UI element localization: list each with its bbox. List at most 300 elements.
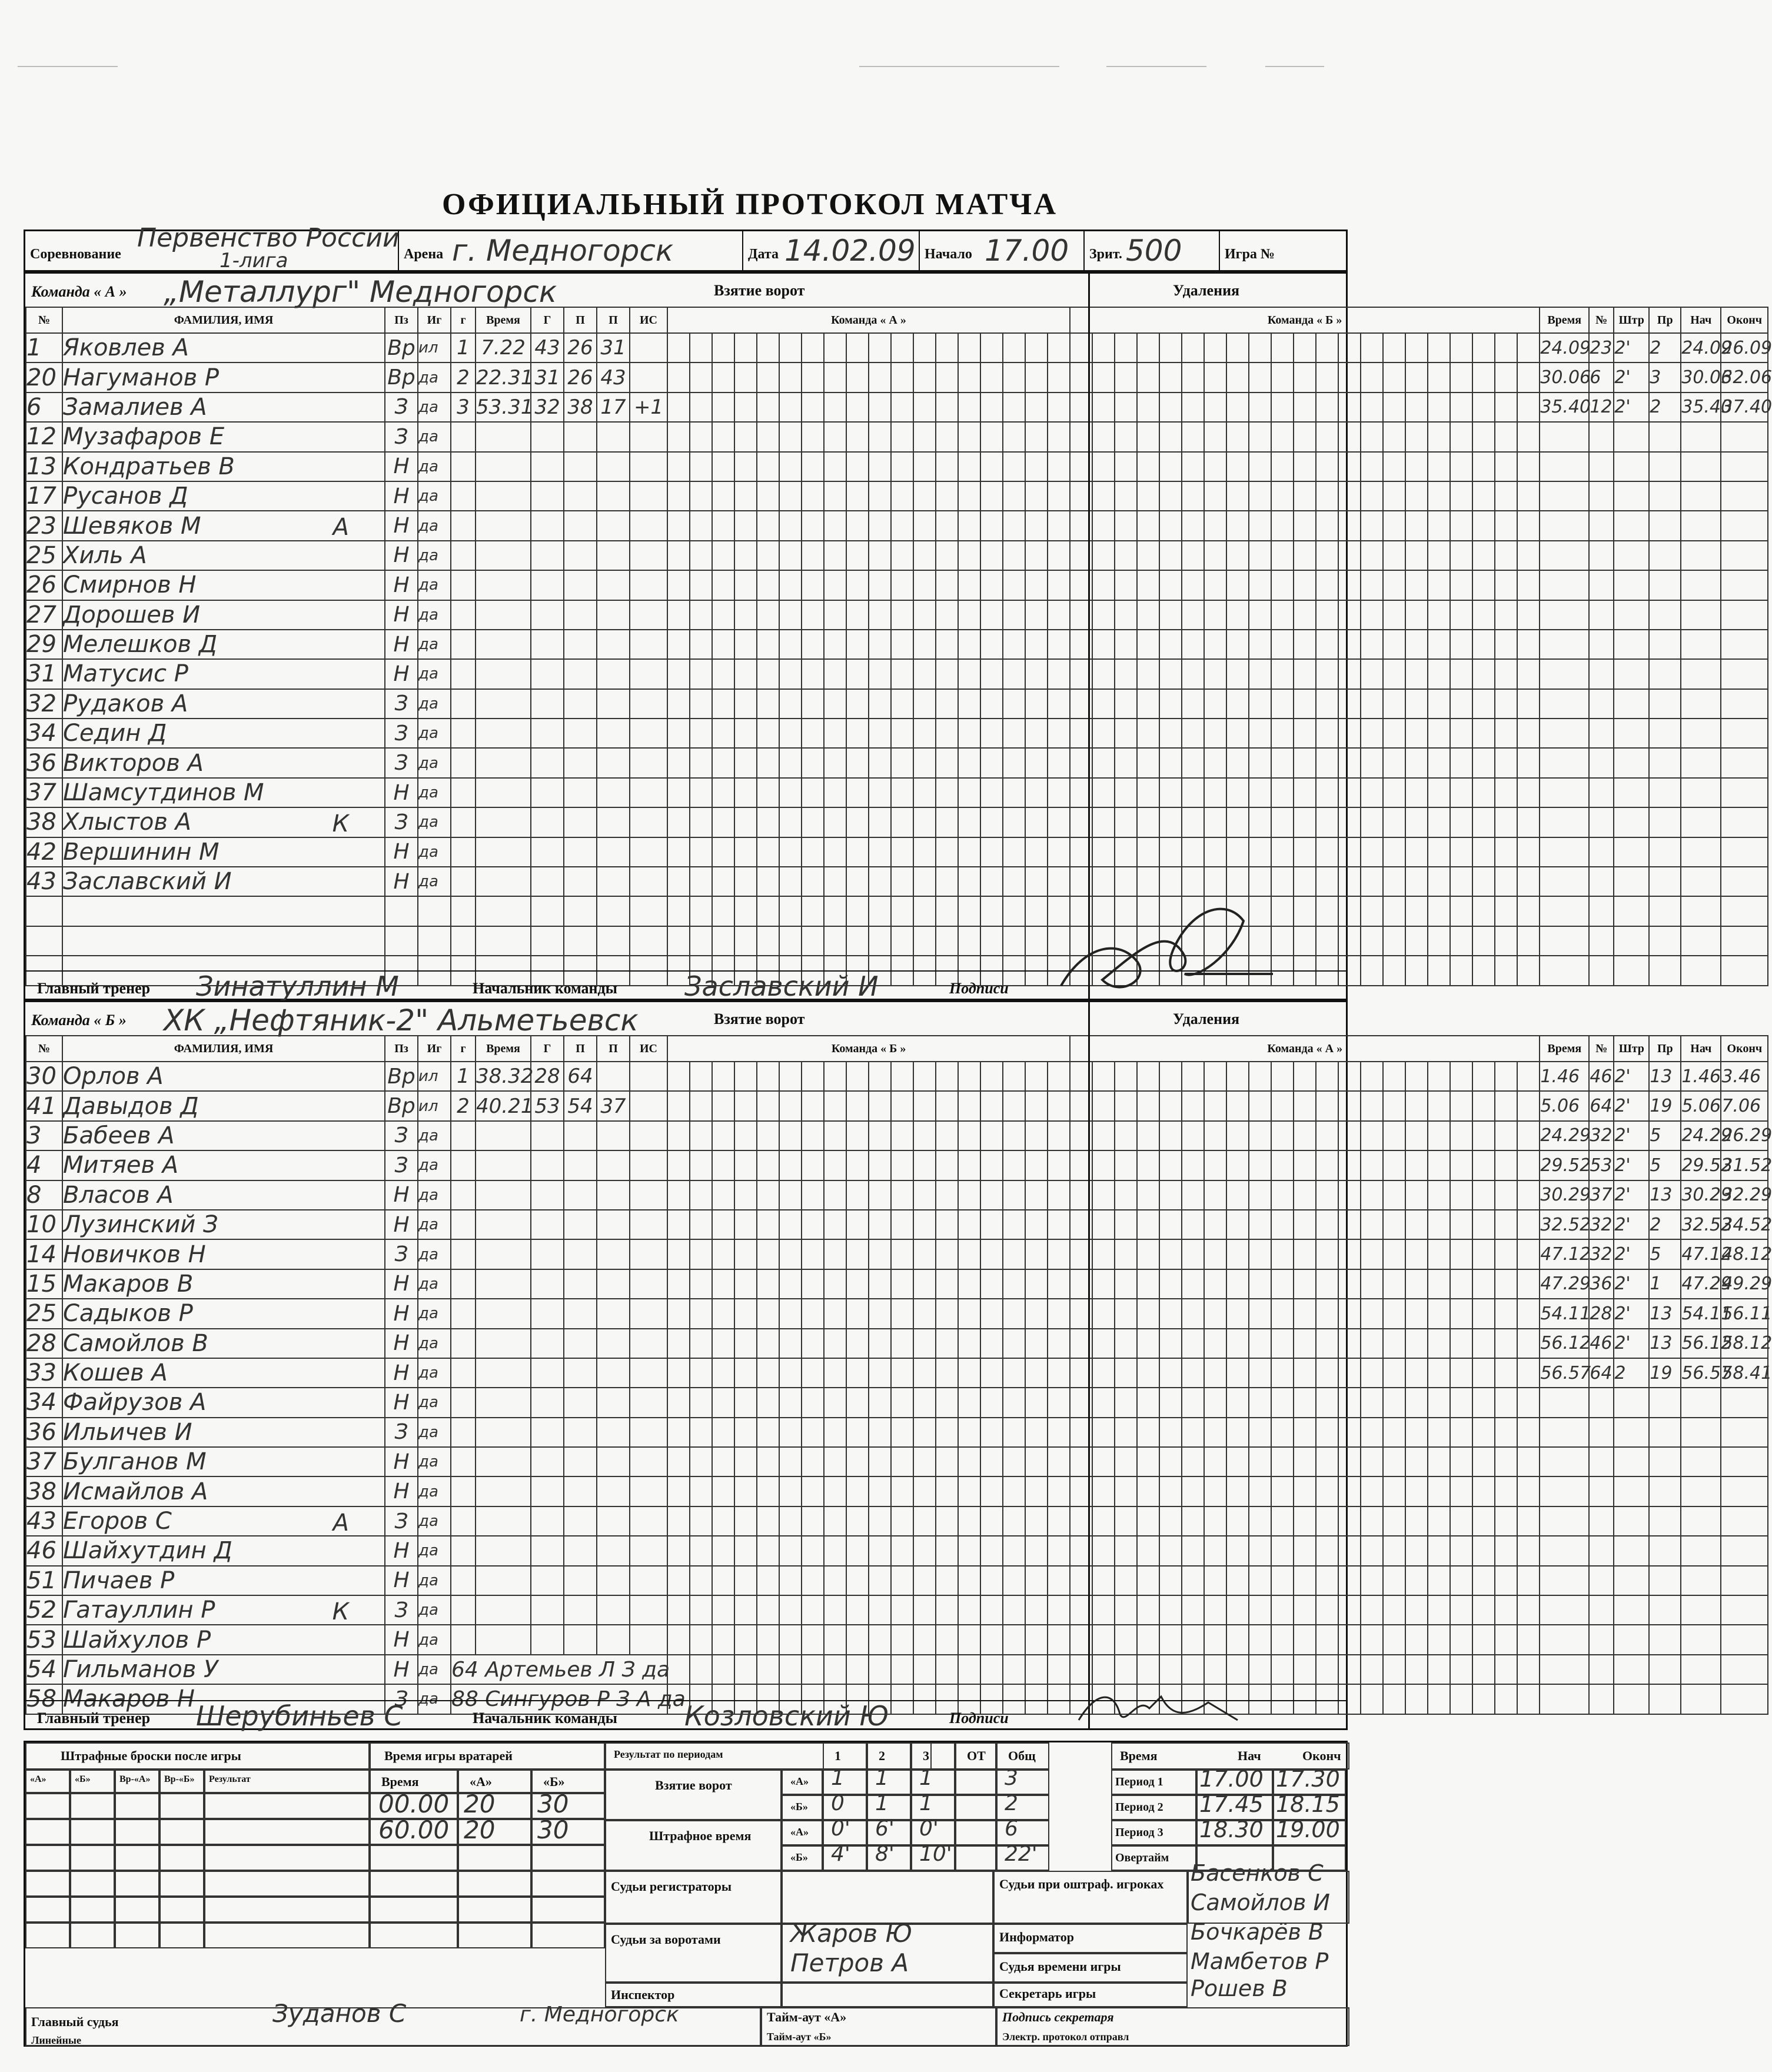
team_a-goal-number bbox=[451, 630, 476, 659]
team_b-goal-grid-cell bbox=[913, 1536, 936, 1565]
team_b-goal-grid-cell bbox=[667, 1121, 690, 1150]
team_b-goal-grid-cell bbox=[779, 1062, 802, 1091]
team_b-goal-grid-cell bbox=[913, 1121, 936, 1150]
team_b-goal-grid-cell bbox=[1383, 1536, 1405, 1565]
period-start: 17.00 bbox=[1199, 1766, 1264, 1792]
team_a-goal-grid-cell bbox=[1003, 511, 1025, 540]
team_b-goal-grid-cell bbox=[1450, 1210, 1472, 1239]
team_b-goal-grid-cell bbox=[980, 1655, 1003, 1684]
team_b-goal-grid-cell bbox=[1517, 1210, 1540, 1239]
team_a-goal-grid-cell bbox=[869, 807, 891, 837]
team_a-goal-grid-cell bbox=[779, 926, 802, 956]
team_a-goal-scorer bbox=[531, 867, 564, 896]
team_b-penalty-start bbox=[1681, 1625, 1721, 1654]
team_b-goal-grid-cell bbox=[757, 1418, 779, 1447]
team_a-table-row bbox=[26, 333, 1768, 362]
team_a-goal-grid-cell bbox=[802, 393, 824, 422]
team_a-col-ig: Иг bbox=[418, 307, 451, 333]
period-value-cell bbox=[955, 1770, 996, 1795]
team_a-goal-grid-cell bbox=[891, 570, 913, 600]
goal-judge-1: Жаров Ю bbox=[790, 1919, 912, 1948]
team_b-player-name: Гильманов У bbox=[62, 1655, 385, 1684]
team_b-player-played: да bbox=[418, 1506, 451, 1536]
team_a-col-team-first: Команда « А » bbox=[667, 307, 1070, 333]
team_b-col-assist1: П bbox=[564, 1036, 597, 1062]
team_a-player-number: 23 bbox=[26, 511, 62, 540]
team_a-penalty-num bbox=[1589, 926, 1614, 956]
team_a-goal-number bbox=[451, 541, 476, 570]
team_a-goal-grid-cell bbox=[1361, 570, 1383, 600]
team_a-goal-grid-cell bbox=[690, 837, 712, 867]
team_b-goal-grid-cell bbox=[1428, 1566, 1450, 1595]
team_b-goal-grid-cell bbox=[824, 1210, 846, 1239]
team_b-goal-grid-cell bbox=[846, 1447, 869, 1476]
team_b-penalty-start bbox=[1681, 1388, 1721, 1417]
team_b-goal-grid-cell bbox=[1361, 1329, 1383, 1358]
team_b-goal-grid-cell bbox=[1472, 1566, 1495, 1595]
team_a-goal-time bbox=[476, 807, 531, 837]
team_b-penalty-end: 32.29 bbox=[1721, 1180, 1768, 1210]
team_b-goal-scorer bbox=[531, 1239, 564, 1269]
team_a-goal-grid-cell bbox=[802, 837, 824, 867]
gk-cell bbox=[370, 1923, 458, 1948]
team_a-goal-grid-cell bbox=[1472, 926, 1495, 956]
team_a-goal-grid-cell bbox=[1025, 570, 1048, 600]
team_b-goal-grid-cell bbox=[1294, 1388, 1316, 1417]
team_b-goal-grid-cell bbox=[667, 1210, 690, 1239]
team_b-goal-grid-cell bbox=[958, 1121, 980, 1150]
team_b-player-played: да bbox=[418, 1180, 451, 1210]
team_b-goal-grid-cell bbox=[1159, 1269, 1182, 1299]
team_b-penalty-end bbox=[1721, 1625, 1768, 1654]
team_b-goal-grid-cell bbox=[1294, 1506, 1316, 1536]
team_b-goal-grid-cell bbox=[1517, 1625, 1540, 1654]
team_b-goal-grid-cell bbox=[779, 1091, 802, 1120]
team_b-goal-time bbox=[476, 1595, 531, 1625]
team_b-player-name: Садыков Р bbox=[62, 1299, 385, 1328]
team_b-goal-grid-cell bbox=[1271, 1447, 1294, 1476]
team_b-goal-grid-cell bbox=[1383, 1566, 1405, 1595]
team_b-goal-grid-cell bbox=[846, 1476, 869, 1506]
team_a-player-number: 43 bbox=[26, 867, 62, 896]
team_b-goal-grid-cell bbox=[1025, 1655, 1048, 1684]
team_b-goal-grid-cell bbox=[936, 1476, 958, 1506]
team_a-goal-grid-cell bbox=[1294, 333, 1316, 362]
team_b-goal-grid-cell bbox=[1517, 1121, 1540, 1150]
team_a-goal-assist1 bbox=[564, 896, 597, 926]
team_a-goal-grid-cell bbox=[734, 659, 757, 689]
team_a-goal-grid-cell bbox=[1137, 837, 1159, 867]
top-rule bbox=[18, 66, 118, 67]
team_a-goal-grid-cell bbox=[1025, 541, 1048, 570]
team_a-penalty-end bbox=[1721, 807, 1768, 837]
team_a-goal-grid-cell bbox=[1226, 748, 1249, 777]
team_b-goal-grid-cell bbox=[1405, 1447, 1428, 1476]
team_b-goal-grid-cell bbox=[1383, 1210, 1405, 1239]
team_b-goal-grid-cell bbox=[1472, 1329, 1495, 1358]
period-end: 18.15 bbox=[1276, 1791, 1340, 1817]
team_b-player-name: Макаров В bbox=[62, 1269, 385, 1299]
team_a-table-row bbox=[26, 541, 1768, 570]
team_a-goal-grid-cell bbox=[1048, 511, 1070, 540]
team_b-goal-grid-cell bbox=[958, 1329, 980, 1358]
team_b-goal-grid-cell bbox=[779, 1655, 802, 1684]
team_b-goal-grid-cell bbox=[1517, 1180, 1540, 1210]
periods-label: Результат по периодам bbox=[614, 1748, 723, 1760]
team_b-goal-grid-cell bbox=[667, 1595, 690, 1625]
protocol-sent-label: Электр. протокол отправл bbox=[1002, 2031, 1129, 2043]
team_b-goal-number bbox=[451, 1536, 476, 1565]
team_a-goal-grid-cell bbox=[936, 422, 958, 451]
game-number-field bbox=[1220, 231, 1346, 270]
team_b-goal-grid-cell bbox=[846, 1536, 869, 1565]
team_a-goal-grid-cell bbox=[1271, 807, 1294, 837]
team_a-goal-grid-cell bbox=[690, 689, 712, 719]
team_b-goal-grid-cell bbox=[734, 1329, 757, 1358]
team_b-goal-grid-cell bbox=[1182, 1655, 1204, 1684]
team_a-penalty-num bbox=[1589, 600, 1614, 630]
team_b-goal-situation bbox=[630, 1121, 667, 1150]
team_a-goal-grid-cell bbox=[1495, 630, 1517, 659]
team_b-goal-grid-cell bbox=[1182, 1595, 1204, 1625]
team_b-goal-time: 40.21 bbox=[476, 1091, 531, 1120]
team_a-goal-grid-cell bbox=[824, 511, 846, 540]
team_a-goal-grid-cell bbox=[1271, 511, 1294, 540]
team_b-goal-grid-cell bbox=[1450, 1506, 1472, 1536]
team_a-goal-grid-cell bbox=[891, 362, 913, 392]
team_a-goal-grid-cell bbox=[734, 837, 757, 867]
team_b-goal-grid-cell bbox=[1003, 1566, 1025, 1595]
secretary-value: Рошев В bbox=[1191, 1975, 1288, 2001]
team_b-goal-grid-cell bbox=[690, 1269, 712, 1299]
team_a-goal-grid-cell bbox=[734, 570, 757, 600]
team_a-penalty-start: 24.09 bbox=[1681, 333, 1721, 362]
team_b-goal-grid-cell bbox=[1383, 1625, 1405, 1654]
team_a-goal-grid-cell bbox=[1003, 719, 1025, 748]
team_b-penalty-num: 46 bbox=[1589, 1329, 1614, 1358]
team_a-goal-grid-cell bbox=[913, 659, 936, 689]
team_b-penalty-time bbox=[1540, 1506, 1589, 1536]
team_a-table-row bbox=[26, 481, 1768, 511]
team_b-penalty-num: 32 bbox=[1589, 1210, 1614, 1239]
team_b-goal-grid-cell bbox=[1092, 1329, 1115, 1358]
team_b-goal-grid-cell bbox=[1472, 1536, 1495, 1565]
team_b-goal-scorer bbox=[531, 1476, 564, 1506]
team_a-goal-grid-cell bbox=[913, 362, 936, 392]
timekeeper-value: Мамбетов Р bbox=[1191, 1948, 1329, 1974]
team_b-goal-grid-cell bbox=[891, 1655, 913, 1684]
team_b-goal-grid-cell bbox=[1249, 1358, 1271, 1388]
team_b-player-played: да bbox=[418, 1358, 451, 1388]
team_a-goal-grid-cell bbox=[1383, 926, 1405, 956]
team_b-goal-grid-cell bbox=[1450, 1447, 1472, 1476]
team_b-goal-situation bbox=[630, 1269, 667, 1299]
gk-a: 20 bbox=[464, 1790, 496, 1818]
team_b-goal-grid-cell bbox=[869, 1476, 891, 1506]
team_a-goal-grid-cell bbox=[1226, 630, 1249, 659]
team_a-goal-grid-cell bbox=[1428, 659, 1450, 689]
team_b-goal-grid-cell bbox=[891, 1506, 913, 1536]
team_a-goal-time bbox=[476, 719, 531, 748]
team_b-goal-assist2 bbox=[597, 1566, 630, 1595]
team_a-goal-grid-cell bbox=[734, 896, 757, 926]
team_b-goal-grid-cell bbox=[734, 1418, 757, 1447]
team_a-col-pen-pr: Пр bbox=[1649, 307, 1681, 333]
team_b-penalty-pr: 5 bbox=[1649, 1150, 1681, 1180]
team_a-goal-grid-cell bbox=[690, 452, 712, 481]
team_a-goal-grid-cell bbox=[980, 333, 1003, 362]
team_a-goal-grid-cell bbox=[757, 452, 779, 481]
team_a-penalty-time bbox=[1540, 778, 1589, 807]
team_a-goal-grid-cell bbox=[846, 511, 869, 540]
team_a-goal-grid-cell bbox=[1182, 541, 1204, 570]
team_a-player-played: да bbox=[418, 481, 451, 511]
team_a-goal-assist1 bbox=[564, 511, 597, 540]
gk-cell bbox=[370, 1871, 458, 1897]
team_b-goal-grid-cell bbox=[1003, 1299, 1025, 1328]
team_a-goal-time bbox=[476, 541, 531, 570]
team_a-goal-grid-cell bbox=[1137, 659, 1159, 689]
team_b-penalty-start: 5.06 bbox=[1681, 1091, 1721, 1120]
team_a-goal-grid-cell bbox=[779, 422, 802, 451]
team_b-goal-grid-cell bbox=[1472, 1476, 1495, 1506]
team_a-player-played: да bbox=[418, 689, 451, 719]
team_b-goal-grid-cell bbox=[1159, 1536, 1182, 1565]
team_a-goal-grid-cell bbox=[958, 481, 980, 511]
team_b-penalty-time: 32.52 bbox=[1540, 1210, 1589, 1239]
team_a-goal-grid-cell bbox=[1294, 807, 1316, 837]
team_a-goal-grid-cell bbox=[779, 659, 802, 689]
team_a-player-position bbox=[385, 926, 418, 956]
team_a-goal-grid-cell bbox=[980, 422, 1003, 451]
team_b-goal-grid-cell bbox=[958, 1506, 980, 1536]
team_b-player-name: Самойлов В bbox=[62, 1329, 385, 1358]
team_a-goal-assist1: 38 bbox=[564, 393, 597, 422]
team_b-goal-grid-cell bbox=[1226, 1329, 1249, 1358]
chief-ref-city: г. Медногорск bbox=[520, 2003, 679, 2027]
team_b-goal-grid-cell bbox=[958, 1239, 980, 1269]
team_a-penalty-time bbox=[1540, 867, 1589, 896]
team_b-goal-grid-cell bbox=[712, 1358, 734, 1388]
team_b-penalty-sht bbox=[1614, 1506, 1649, 1536]
team_b-goal-grid-cell bbox=[958, 1476, 980, 1506]
team_b-penalty-start: 30.29 bbox=[1681, 1180, 1721, 1210]
team_b-goal-grid-cell bbox=[802, 1566, 824, 1595]
gk-cell bbox=[458, 1923, 531, 1948]
team_b-goal-grid-cell bbox=[1271, 1418, 1294, 1447]
team_b-player-played: да bbox=[418, 1684, 451, 1714]
team_a-goal-grid-cell bbox=[980, 867, 1003, 896]
team_a-goal-grid-cell bbox=[779, 541, 802, 570]
team_b-goal-assist1 bbox=[564, 1388, 597, 1417]
team_a-goal-grid-cell bbox=[980, 630, 1003, 659]
team_a-goal-grid-cell bbox=[1450, 867, 1472, 896]
team_b-goal-grid-cell bbox=[958, 1595, 980, 1625]
team_a-goal-grid-cell bbox=[1383, 896, 1405, 926]
team_b-goal-grid-cell bbox=[1226, 1269, 1249, 1299]
team_a-player-played: ил bbox=[418, 333, 451, 362]
team_a-header-row bbox=[26, 307, 1768, 333]
team_a-goal-grid-cell bbox=[1092, 333, 1115, 362]
team-a-manager-value: Заславский И bbox=[684, 970, 879, 1002]
team_a-goal-grid-cell bbox=[1338, 778, 1361, 807]
team_a-goal-grid-cell bbox=[846, 867, 869, 896]
team_a-goal-assist1 bbox=[564, 452, 597, 481]
team_b-goal-grid-cell bbox=[1383, 1062, 1405, 1091]
team_b-player-position: З bbox=[385, 1121, 418, 1150]
team_b-goal-grid-cell bbox=[1495, 1062, 1517, 1091]
team_a-goal-grid-cell bbox=[712, 333, 734, 362]
team_b-player-position: Н bbox=[385, 1447, 418, 1476]
team_a-goal-time: 53.31 bbox=[476, 393, 531, 422]
team_a-goal-grid-cell bbox=[667, 926, 690, 956]
team_a-goal-grid-cell bbox=[667, 778, 690, 807]
team_b-goal-grid-cell bbox=[1159, 1476, 1182, 1506]
team_a-goal-grid-cell bbox=[1428, 541, 1450, 570]
team_b-goal-grid-cell bbox=[734, 1299, 757, 1328]
team_a-goal-grid-cell bbox=[1316, 837, 1338, 867]
team_a-goal-assist2 bbox=[597, 570, 630, 600]
team_b-goal-time bbox=[476, 1388, 531, 1417]
timekeeper-label: Судья времени игры bbox=[999, 1959, 1121, 1974]
team_a-goal-grid-cell bbox=[1383, 837, 1405, 867]
team_a-goal-time bbox=[476, 570, 531, 600]
team_b-penalty-end: 49.29 bbox=[1721, 1269, 1768, 1299]
team_b-goal-grid-cell bbox=[1226, 1595, 1249, 1625]
team_b-goal-grid-cell bbox=[757, 1329, 779, 1358]
team_b-goal-grid-cell bbox=[757, 1121, 779, 1150]
team_a-goal-grid-cell bbox=[1115, 659, 1137, 689]
team_a-goal-grid-cell bbox=[1450, 719, 1472, 748]
team_a-player-played bbox=[418, 896, 451, 926]
team_a-goal-grid-cell bbox=[1159, 837, 1182, 867]
team_b-goal-grid-cell bbox=[1182, 1388, 1204, 1417]
team_b-goal-grid-cell bbox=[913, 1625, 936, 1654]
team_b-goal-grid-cell bbox=[1495, 1299, 1517, 1328]
team_a-goal-grid-cell bbox=[1450, 659, 1472, 689]
team_a-goal-grid-cell bbox=[690, 481, 712, 511]
team_a-goal-grid-cell bbox=[869, 570, 891, 600]
team_b-goal-grid-cell bbox=[824, 1595, 846, 1625]
team_b-goal-grid-cell bbox=[1405, 1566, 1428, 1595]
team_b-goal-grid-cell bbox=[734, 1180, 757, 1210]
team_b-goal-grid-cell bbox=[1182, 1329, 1204, 1358]
team_b-goal-grid-cell bbox=[1115, 1388, 1137, 1417]
team_a-goal-number bbox=[451, 719, 476, 748]
team_a-goal-grid-cell bbox=[712, 778, 734, 807]
team_b-goal-grid-cell bbox=[980, 1121, 1003, 1150]
team_b-goal-grid-cell bbox=[1383, 1239, 1405, 1269]
team_a-goal-situation bbox=[630, 362, 667, 392]
team_a-penalty-num bbox=[1589, 748, 1614, 777]
team_a-goal-assist2 bbox=[597, 778, 630, 807]
competition-label: Соревнование bbox=[30, 247, 121, 262]
team_b-penalty-start bbox=[1681, 1684, 1721, 1714]
team_a-goal-grid-cell bbox=[667, 422, 690, 451]
team_b-table-row bbox=[26, 1299, 1768, 1328]
team_a-goal-grid-cell bbox=[1383, 719, 1405, 748]
team_a-table-row bbox=[26, 807, 1768, 837]
team_b-goal-grid-cell bbox=[980, 1358, 1003, 1388]
team_a-goal-grid-cell bbox=[802, 659, 824, 689]
pim-row-label-cell bbox=[605, 1820, 782, 1871]
team_b-goal-grid-cell bbox=[936, 1595, 958, 1625]
team_a-penalty-num bbox=[1589, 422, 1614, 451]
team_b-goal-grid-cell bbox=[824, 1150, 846, 1180]
shootout-cell bbox=[204, 1793, 370, 1819]
team_a-goal-grid-cell bbox=[913, 570, 936, 600]
team_b-goal-grid-cell bbox=[757, 1536, 779, 1565]
team_b-goal-grid-cell bbox=[1316, 1062, 1338, 1091]
team_a-goal-grid-cell bbox=[1472, 481, 1495, 511]
team_b-player-position: Н bbox=[385, 1180, 418, 1210]
team_b-goal-grid-cell bbox=[1405, 1418, 1428, 1447]
team_a-goal-grid-cell bbox=[1249, 452, 1271, 481]
team_b-goal-time bbox=[476, 1536, 531, 1565]
team_b-goal-number bbox=[451, 1388, 476, 1417]
team_b-goal-grid-cell bbox=[712, 1625, 734, 1654]
team_b-goal-grid-cell bbox=[1383, 1447, 1405, 1476]
team_b-goal-grid-cell bbox=[1115, 1299, 1137, 1328]
period-value: 1 bbox=[875, 1791, 889, 1815]
team_b-penalty-pr: 2 bbox=[1649, 1210, 1681, 1239]
team_a-goal-scorer bbox=[531, 719, 564, 748]
team_a-goal-grid-cell bbox=[958, 807, 980, 837]
team_b-goal-grid-cell bbox=[1294, 1566, 1316, 1595]
team_a-goal-scorer: 32 bbox=[531, 393, 564, 422]
period-col-label: Общ bbox=[1008, 1748, 1036, 1763]
team_a-goal-assist2 bbox=[597, 807, 630, 837]
team_a-goal-grid-cell bbox=[1115, 452, 1137, 481]
team_b-goal-grid-cell bbox=[846, 1180, 869, 1210]
team_a-goal-grid-cell bbox=[1048, 422, 1070, 451]
team_a-goal-grid-cell bbox=[913, 837, 936, 867]
team_a-player-name: Викторов А bbox=[62, 748, 385, 777]
team_b-player-number: 28 bbox=[26, 1329, 62, 1358]
team_a-player-played: да bbox=[418, 778, 451, 807]
team_a-goal-grid-cell bbox=[779, 333, 802, 362]
team_b-goal-assist2 bbox=[597, 1329, 630, 1358]
team_a-goal-grid-cell bbox=[958, 422, 980, 451]
team_b-goal-grid-cell bbox=[1137, 1121, 1159, 1150]
team_a-goal-grid-cell bbox=[1159, 689, 1182, 719]
team_a-goal-grid-cell bbox=[936, 807, 958, 837]
team_a-goal-scorer bbox=[531, 422, 564, 451]
team_b-player-number: 52 bbox=[26, 1595, 62, 1625]
team_a-goal-time bbox=[476, 926, 531, 956]
team_a-goal-assist2: 43 bbox=[597, 362, 630, 392]
team_b-goal-grid-cell bbox=[1271, 1299, 1294, 1328]
team_b-goal-grid-cell bbox=[824, 1388, 846, 1417]
team_b-goal-grid-cell bbox=[1428, 1418, 1450, 1447]
team_a-penalty-sht: 2' bbox=[1614, 362, 1649, 392]
team_b-goal-grid-cell bbox=[891, 1447, 913, 1476]
team_a-table-row bbox=[26, 837, 1768, 867]
team_a-goal-grid-cell bbox=[1517, 481, 1540, 511]
team-a-block bbox=[24, 272, 1772, 1002]
team_a-player-played: да bbox=[418, 748, 451, 777]
team_b-goal-grid-cell bbox=[869, 1388, 891, 1417]
team_b-goal-grid-cell bbox=[1450, 1625, 1472, 1654]
team_a-goal-grid-cell bbox=[1495, 867, 1517, 896]
team_a-goal-grid-cell bbox=[1450, 600, 1472, 630]
team_b-goal-grid-cell bbox=[1405, 1150, 1428, 1180]
informer-label: Информатор bbox=[999, 1930, 1074, 1944]
team_b-goal-grid-cell bbox=[779, 1121, 802, 1150]
team_a-goal-grid-cell bbox=[1003, 422, 1025, 451]
team_a-goal-grid-cell bbox=[1383, 481, 1405, 511]
team_a-goal-grid-cell bbox=[980, 511, 1003, 540]
